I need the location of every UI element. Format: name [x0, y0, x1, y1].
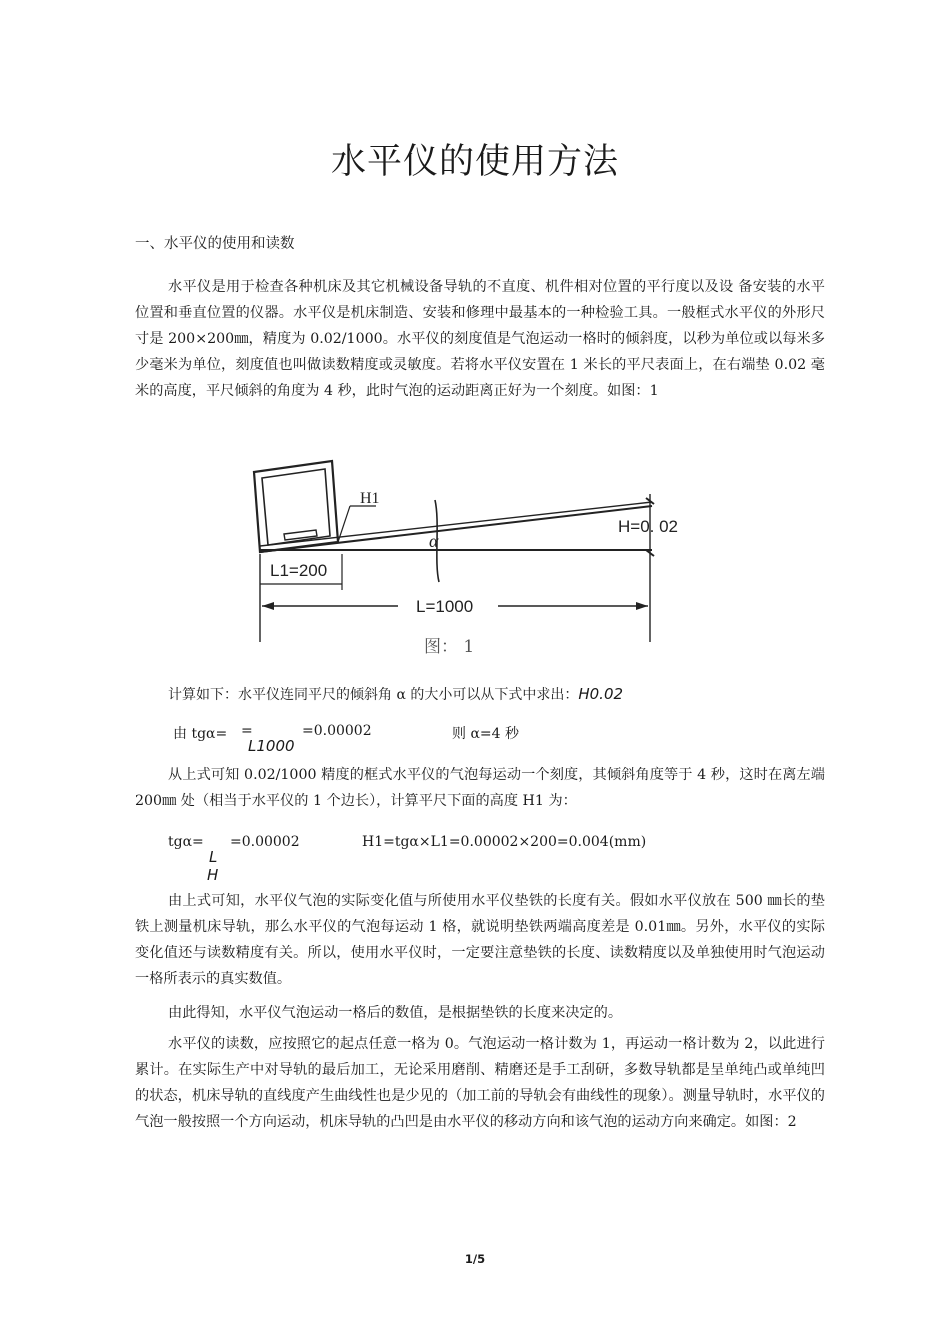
formula2-l: L — [209, 848, 218, 866]
inclined-line — [260, 506, 652, 552]
label-alpha: α — [429, 531, 439, 551]
arrow-right — [636, 602, 648, 610]
calc-h-value: H0.02 — [578, 685, 624, 703]
paragraph-intro: 水平仪是用于检查各种机床及其它机械设备导轨的不直度、机件相对位置的平行度以及设 备安装的水平位置和垂直位置的仪器。水平仪是机床制造、安装和修理中最基本的一种检验工具。一般框式水平仪的外形尺寸是 200×200㎜，精度为 0.02/1000。水平仪的刻度值是气泡运动一格时的倾斜度，以秒为单位或以每米多少毫米为单位，刻度值也叫做读数精度或灵敏度。若将水平仪安置在 1 米长的平尺表面上，在右端垫 0.02 毫米的高度，平尺倾斜的角度为 4 秒，此时气泡的运动距离正好为一个刻度。如图：1 — [135, 279, 825, 399]
label-l: L=1000 — [416, 597, 474, 616]
level-diagram — [248, 442, 708, 674]
formula1-result: =0.00002 — [302, 723, 372, 739]
calc-intro-text: 计算如下：水平仪连同平尺的倾斜角 α 的大小可以从下式中求出： — [168, 687, 579, 703]
paragraph-pad-length: 由上式可知，水平仪气泡的实际变化值与所使用水平仪垫铁的长度有关。假如水平仪放在 500 ㎜长的垫铁上测量机床导轨，那么水平仪的气泡每运动 1 格，就说明垫铁两端高度差是 0.01㎜。另外，水平仪的实际变化值还与读数精度有关。所以，使用水平仪时，一定要注意垫铁的长度、读数精度以及单独使用时气泡运动一格所表示的真实数值。 — [135, 893, 825, 987]
formula1-denominator: L1000 — [248, 737, 295, 755]
document-title: 水平仪的使用方法 — [330, 142, 619, 182]
formula1-eq: = — [241, 723, 253, 739]
label-h: H=0. 02 — [618, 517, 679, 536]
formula2-h1: H1=tgα×L1=0.00002×200=0.004(mm) — [362, 834, 647, 850]
formula2-result: =0.00002 — [230, 834, 300, 850]
formula2-h: H — [207, 866, 219, 884]
page-number: 1/5 — [464, 1252, 486, 1266]
section-heading: 一、水平仪的使用和读数 — [135, 236, 295, 252]
formula1-prefix: 由 tgα= — [173, 726, 228, 742]
figure-1 — [248, 442, 708, 674]
paragraph-conclusion: 由此得知，水平仪气泡运动一格后的数值，是根据垫铁的长度来决定的。 — [168, 1005, 623, 1021]
label-h1: H1 — [360, 490, 380, 507]
arrow-left — [262, 602, 274, 610]
formula2-prefix: tgα= — [168, 834, 204, 850]
calc-intro — [168, 684, 623, 704]
paragraph-calc: 从上式可知 0.02/1000 精度的框式水平仪的气泡每运动一个刻度，其倾斜角度等于 4 秒，这时在离左端 200㎜ 处（相当于水平仪的 1 个边长），计算平尺下面的高度 H1 为： — [135, 767, 825, 809]
figure-caption: 图： 1 — [424, 637, 475, 657]
formula1-then: 则 α=4 秒 — [452, 726, 519, 742]
paragraph-reading: 水平仪的读数，应按照它的起点任意一格为 0。气泡运动一格计数为 1，再运动一格计数为 2，以此进行累计。在实际生产中对导轨的最后加工，无论采用磨削、精磨还是手工刮研，多数导轨都是呈单纯凸或单纯凹的状态，机床导轨的直线度产生曲线性也是少见的（加工前的导轨会有曲线性的现象）。测量导轨时，水平仪的气泡一般按照一个方向运动，机床导轨的凸凹是由水平仪的移动方向和该气泡的运动方向来确定。如图：2 — [135, 1036, 825, 1130]
inclined-line-top — [260, 502, 652, 546]
label-l1: L1=200 — [270, 561, 328, 580]
